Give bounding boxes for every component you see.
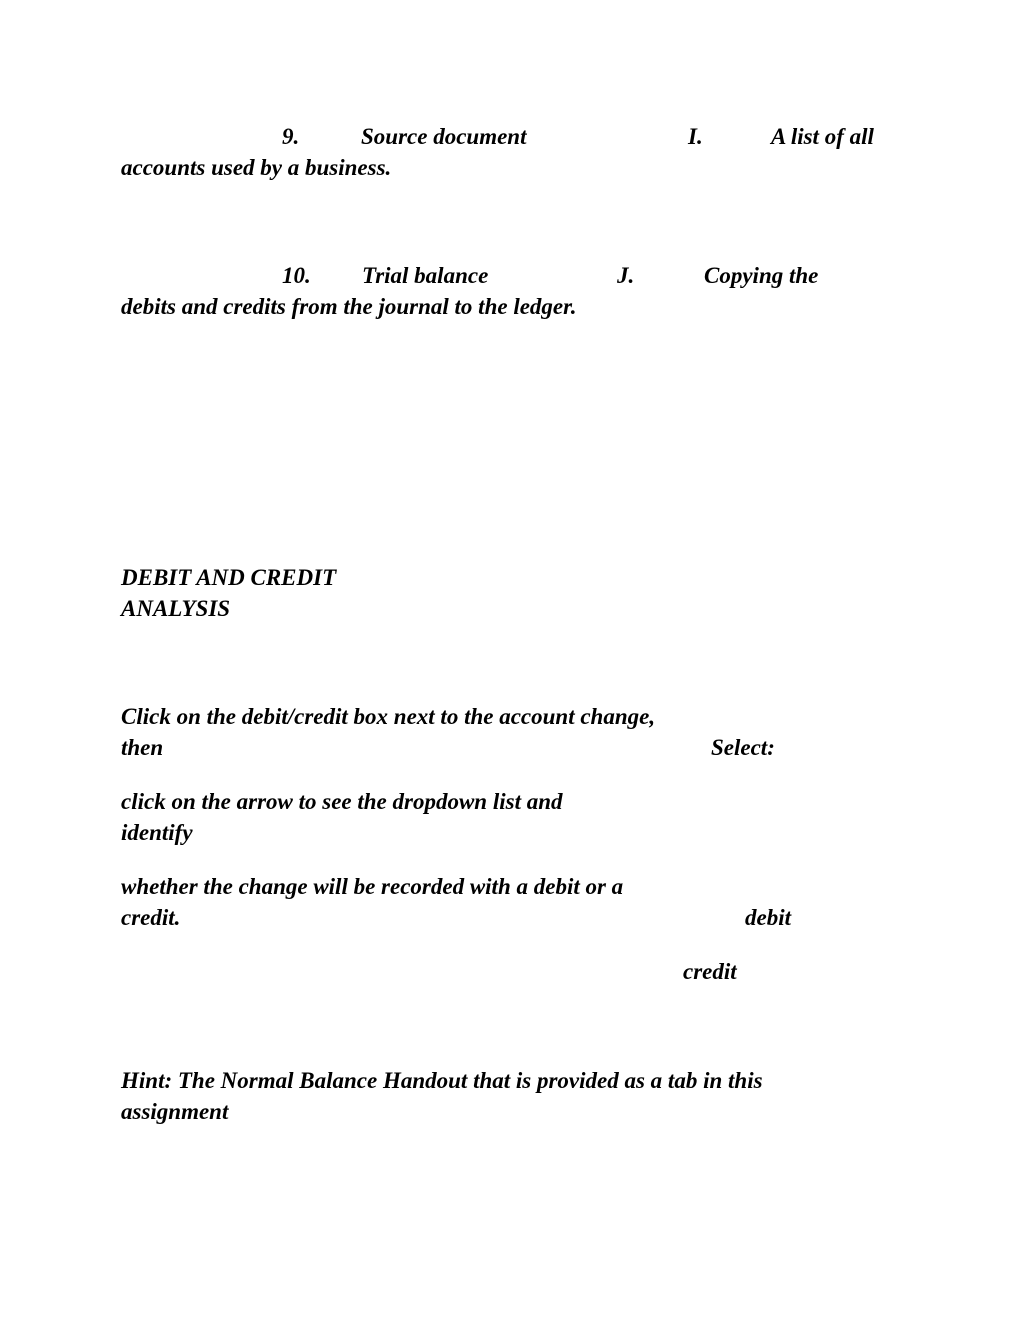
section-heading-line2: ANALYSIS [121, 596, 231, 621]
item-9-definition-start: A list of all [771, 124, 874, 149]
section-heading-line1: DEBIT AND CREDIT [121, 565, 337, 590]
instruction-line3: click on the arrow to see the dropdown list and [121, 789, 563, 814]
select-label: Select: [711, 735, 775, 760]
instruction-line1: Click on the debit/credit box next to the account change, [121, 704, 656, 729]
instruction-line6: credit. [121, 905, 181, 930]
item-10-definition-end: debits and credits from the journal to the ledger. [121, 294, 577, 319]
hint-line2: assignment [121, 1099, 229, 1124]
hint-line1: Hint: The Normal Balance Handout that is provided as a tab in this [121, 1068, 763, 1093]
option-debit: debit [745, 905, 791, 930]
item-9-term: Source document [361, 124, 527, 149]
instruction-line2: then [121, 735, 164, 760]
item-10-letter: J. [617, 263, 635, 288]
item-10-term: Trial balance [362, 263, 489, 288]
option-credit: credit [683, 959, 737, 984]
item-10-number: 10. [282, 263, 311, 288]
item-10-definition-start: Copying the [704, 263, 819, 288]
item-9-letter: I. [688, 124, 703, 149]
item-9-number: 9. [282, 124, 300, 149]
instruction-line4: identify [121, 820, 193, 845]
item-9-definition-end: accounts used by a business. [121, 155, 392, 180]
instruction-line5: whether the change will be recorded with a debit or a [121, 874, 624, 899]
